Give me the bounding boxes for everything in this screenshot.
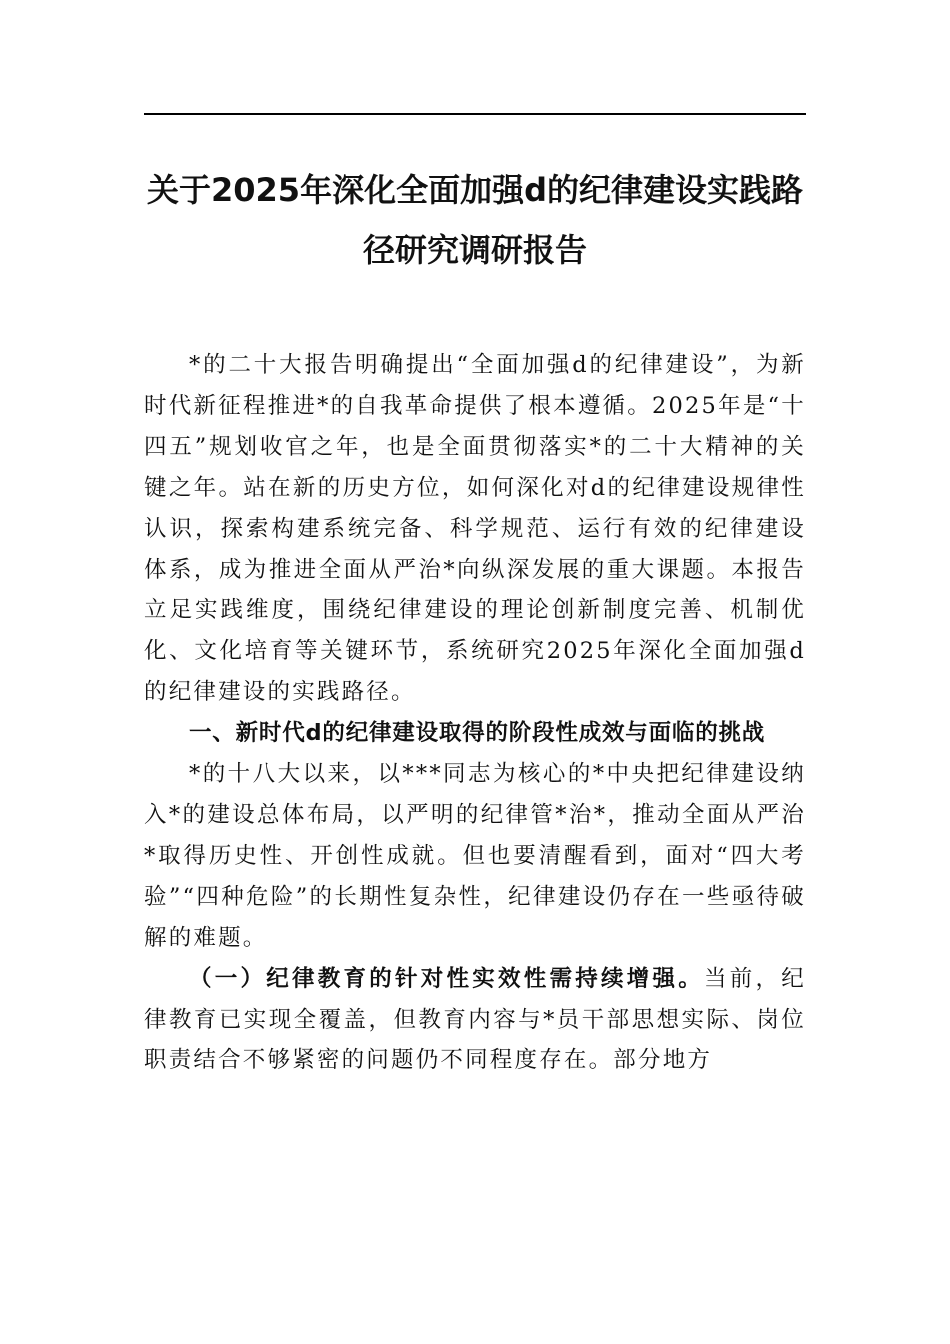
document-title: 关于2025年深化全面加强d的纪律建设实践路径研究调研报告 (147, 171, 803, 269)
section-1-paragraph: *的十八大以来，以***同志为核心的*中央把纪律建设纳入*的建设总体布局，以严明的纪律管*治*，推动全面从严治*取得历史性、开创性成就。但也要清醒看到，面对“四大考验”“四种危险”的长期性复杂性，纪律建设仍存在一些亟待破解的难题。 (144, 761, 806, 951)
subsection-1-paragraph (144, 959, 806, 1082)
intro-paragraph: *的二十大报告明确提出“全面加强d的纪律建设”，为新时代新征程推进*的自我革命提供了根本遵循。2025年是“十四五”规划收官之年，也是全面贯彻落实*的二十大精神的关键之年。站在新的历史方位，如何深化对d的纪律建设规律性认识，探索构建系统完备、科学规范、运行有效的纪律建设体系，成为推进全面从严治*向纵深发展的重大课题。本报告立足实践维度，围绕纪律建设的理论创新制度完善、机制优化、文化培育等关键环节，系统研究2025年深化全面加强d的纪律建设的实践路径。 (144, 352, 806, 706)
subsection-1-lead: （一）纪律教育的针对性实效性需持续增强。 (189, 965, 705, 992)
section-heading-1: 一、新时代d的纪律建设取得的阶段性成效与面临的挑战 (189, 720, 766, 747)
header-rule (144, 113, 806, 115)
subsection-1-text: 当前，纪律教育已实现全覆盖，但教育内容与*员干部思想实际、岗位职责结合不够紧密的问题仍不同程度存在。部分地方 (144, 965, 806, 1074)
document-body (144, 345, 806, 1081)
